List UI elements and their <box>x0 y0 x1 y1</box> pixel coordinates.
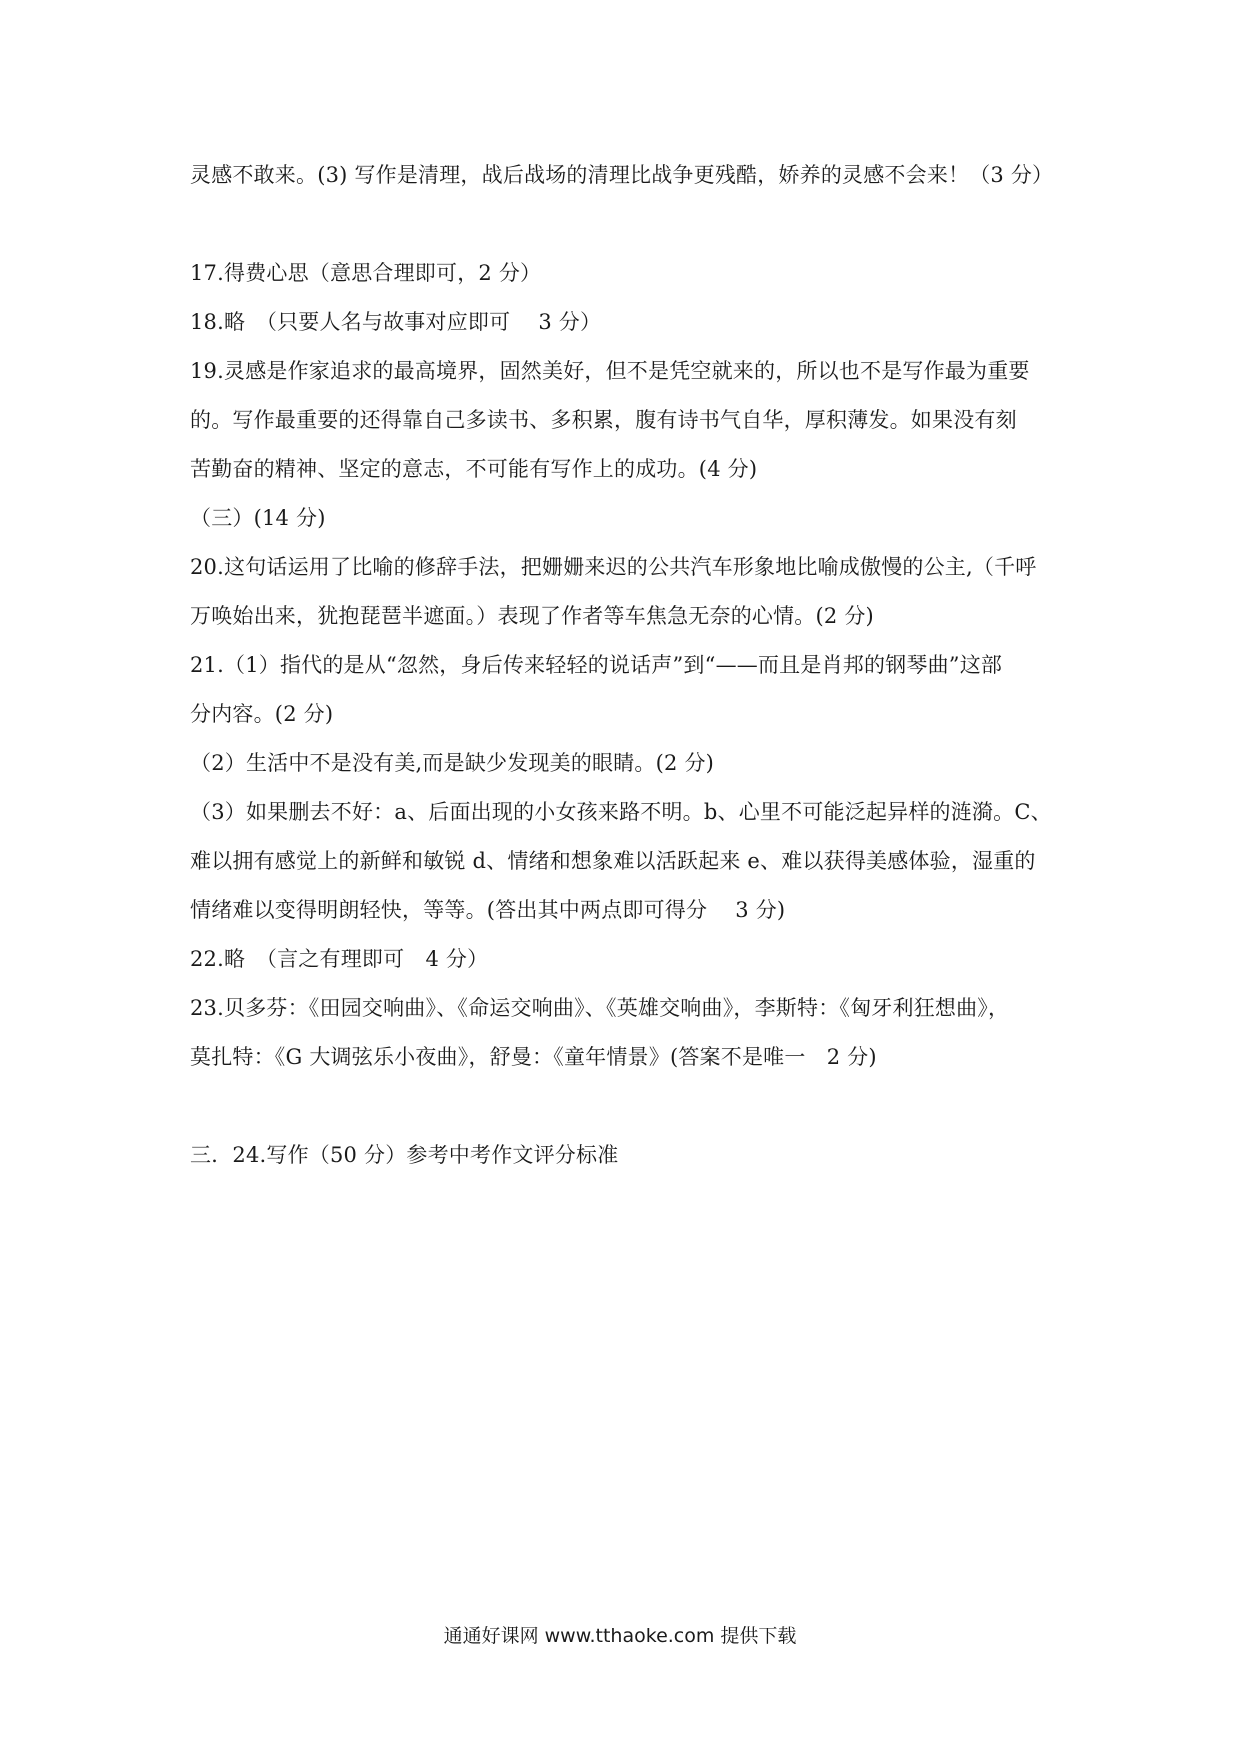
answer-line: 万唤始出来，犹抱琵琶半遮面。）表现了作者等车焦急无奈的心情。(2 分) <box>190 604 874 628</box>
section-heading: 三．24.写作（50 分）参考中考作文评分标准 <box>190 1143 619 1167</box>
answer-line: 灵感不敢来。(3) 写作是清理，战后战场的清理比战争更残酷，娇养的灵感不会来！（3 分） <box>190 163 1054 187</box>
answer-line: 19.灵感是作家追求的最高境界，固然美好，但不是凭空就来的，所以也不是写作最为重要 <box>190 359 1030 383</box>
answer-line: 21.（1）指代的是从“忽然，身后传来轻轻的说话声”到“——而且是肖邦的钢琴曲”这部 <box>190 653 1003 677</box>
answer-line: 22.略 （言之有理即可 4 分） <box>190 947 489 971</box>
answer-line: 难以拥有感觉上的新鲜和敏锐 d、情绪和想象难以活跃起来 e、难以获得美感体验，湿重的 <box>190 849 1036 873</box>
answer-line: 23.贝多芬：《田园交响曲》、《命运交响曲》、《英雄交响曲》，李斯特：《匈牙利狂想曲》， <box>190 996 1010 1020</box>
answer-line: 18.略 （只要人名与故事对应即可 3 分） <box>190 310 602 334</box>
answer-line: 的。写作最重要的还得靠自己多读书、多积累，腹有诗书气自华，厚积薄发。如果没有刻 <box>190 408 1017 432</box>
answer-line: 苦勤奋的精神、坚定的意志，不可能有写作上的成功。(4 分) <box>190 457 758 481</box>
answer-line: 情绪难以变得明朗轻快，等等。(答出其中两点即可得分 3 分) <box>190 898 786 922</box>
section-heading: （三）(14 分) <box>190 506 326 530</box>
answer-line: 分内容。(2 分) <box>190 702 334 726</box>
answer-line: 17.得费心思（意思合理即可，2 分） <box>190 261 542 285</box>
page-footer: 通通好课网 www.tthaoke.com 提供下载 <box>443 1625 797 1647</box>
answer-line: 20.这句话运用了比喻的修辞手法，把姗姗来迟的公共汽车形象地比喻成傲慢的公主,（千呼 <box>190 555 1037 579</box>
answer-line: （2）生活中不是没有美,而是缺少发现美的眼睛。(2 分) <box>190 751 715 775</box>
answer-line: 莫扎特：《G 大调弦乐小夜曲》，舒曼：《童年情景》(答案不是唯一 2 分) <box>190 1045 877 1069</box>
answer-line: （3）如果删去不好：a、后面出现的小女孩来路不明。b、心里不可能泛起异样的涟漪。C、 <box>190 800 1052 824</box>
